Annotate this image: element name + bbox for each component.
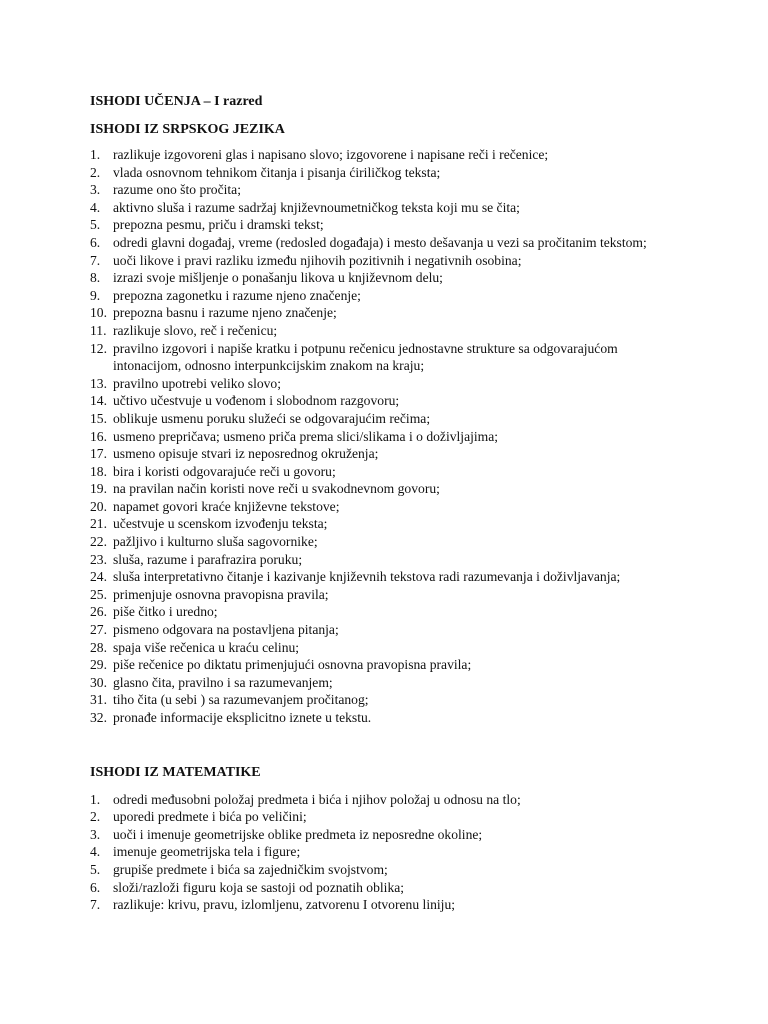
serbian-outcomes-list — [90, 146, 730, 727]
list-item — [90, 843, 730, 861]
item-number: 16. — [90, 428, 107, 444]
list-item — [90, 791, 730, 809]
list-item — [90, 340, 730, 375]
section-title-serbian: ISHODI IZ SRPSKOG JEZIKA — [90, 122, 285, 137]
item-text: usmeno opisuje stvari iz neposrednog okruženja; — [113, 446, 379, 462]
item-number: 18. — [90, 463, 107, 479]
item-number: 27. — [90, 622, 107, 638]
list-item — [90, 164, 730, 182]
item-text: sluša interpretativno čitanje i kazivanje književnih tekstova radi razumevanja i doživljavanja; — [113, 569, 621, 585]
item-text: sluša, razume i parafrazira poruku; — [113, 551, 303, 567]
list-item — [90, 322, 730, 340]
item-text: pravilno izgovori i napiše kratku i potpunu rečenicu jednostavne strukture sa odgovarajućom — [113, 340, 618, 356]
item-text: razlikuje slovo, reč i rečenicu; — [113, 322, 278, 338]
item-number: 7. — [90, 897, 101, 913]
item-number: 13. — [90, 375, 107, 391]
list-item — [90, 463, 730, 481]
list-item — [90, 216, 730, 234]
list-item — [90, 428, 730, 446]
item-text: pažljivo i kulturno sluša sagovornike; — [113, 534, 318, 550]
list-item — [90, 896, 730, 914]
list-item — [90, 691, 730, 709]
item-number: 5. — [90, 861, 101, 877]
item-text: izrazi svoje mišljenje o ponašanju likova u književnom delu; — [113, 270, 443, 286]
item-text: pravilno upotrebi veliko slovo; — [113, 375, 282, 391]
document-title: ISHODI UČENJA – I razred — [90, 94, 263, 109]
item-number: 25. — [90, 586, 107, 602]
item-number: 6. — [90, 879, 101, 895]
item-text: primenjuje osnovna pravopisna pravila; — [113, 586, 329, 602]
item-number: 15. — [90, 410, 107, 426]
item-text: glasno čita, pravilno i sa razumevanjem; — [113, 674, 333, 690]
list-item — [90, 480, 730, 498]
item-number: 2. — [90, 809, 101, 825]
item-number: 3. — [90, 182, 101, 198]
item-text: na pravilan način koristi nove reči u svakodnevnom govoru; — [113, 481, 440, 497]
list-item — [90, 656, 730, 674]
item-number: 4. — [90, 844, 101, 860]
item-text: vlada osnovnom tehnikom čitanja i pisanja ćiriličkog teksta; — [113, 164, 441, 180]
list-item — [90, 861, 730, 879]
item-text: prepozna zagonetku i razume njeno značenje; — [113, 287, 361, 303]
item-text: uporedi predmete i bića po veličini; — [113, 809, 307, 825]
item-number: 28. — [90, 639, 107, 655]
list-item — [90, 674, 730, 692]
item-number: 31. — [90, 692, 107, 708]
item-text: razume ono što pročita; — [113, 182, 241, 198]
list-item — [90, 533, 730, 551]
item-number: 9. — [90, 287, 101, 303]
item-text: spaja više rečenica u kraću celinu; — [113, 639, 300, 655]
item-text: bira i koristi odgovarajuće reči u govoru; — [113, 463, 336, 479]
item-number: 8. — [90, 270, 101, 286]
list-item — [90, 639, 730, 657]
item-number: 5. — [90, 217, 101, 233]
document-page — [90, 92, 730, 914]
list-item — [90, 621, 730, 639]
item-text: oblikuje usmenu poruku služeći se odgovarajućim rečima; — [113, 410, 431, 426]
item-text: odredi glavni događaj, vreme (redosled događaja) i mesto dešavanja u vezi sa pročitanim tekstom; — [113, 234, 647, 250]
item-text: tiho čita (u sebi ) sa razumevanjem pročitanog; — [113, 692, 369, 708]
list-item — [90, 551, 730, 569]
item-number: 32. — [90, 710, 107, 725]
list-item — [90, 234, 730, 252]
item-text: pronađe informacije eksplicitno iznete u tekstu. — [113, 710, 372, 725]
list-item — [90, 515, 730, 533]
item-number: 30. — [90, 674, 107, 690]
item-number: 1. — [90, 791, 101, 807]
list-item — [90, 410, 730, 428]
item-number: 14. — [90, 393, 107, 409]
list-item — [90, 498, 730, 516]
item-number: 10. — [90, 305, 107, 321]
list-item — [90, 269, 730, 287]
item-text: piše rečenice po diktatu primenjujući osnovna pravopisna pravila; — [113, 657, 472, 673]
item-text: učestvuje u scenskom izvođenju teksta; — [113, 516, 328, 532]
item-text: razlikuje izgovoreni glas i napisano slovo; izgovorene i napisane reči i rečenice; — [113, 147, 549, 162]
item-text: imenuje geometrijska tela i figure; — [113, 844, 301, 860]
math-outcomes-list — [90, 791, 730, 914]
item-text: intonacijom, odnosno interpunkcijskim znakom na kraju; — [113, 358, 425, 374]
item-number: 17. — [90, 446, 107, 462]
item-text: odredi međusobni položaj predmeta i bića i njihov položaj u odnosu na tlo; — [113, 791, 521, 807]
item-text: pismeno odgovara na postavljena pitanja; — [113, 622, 339, 638]
item-text: usmeno prepričava; usmeno priča prema slici/slikama i o doživljajima; — [113, 428, 499, 444]
item-text: uoči i imenuje geometrijske oblike predmeta iz neposredne okoline; — [113, 826, 483, 842]
item-number: 12. — [90, 340, 107, 356]
item-number: 11. — [90, 322, 107, 338]
item-number: 4. — [90, 199, 101, 215]
section-title-math: ISHODI IZ MATEMATIKE — [90, 764, 261, 780]
item-text: razlikuje: krivu, pravu, izlomljenu, zatvorenu I otvorenu liniju; — [113, 897, 456, 913]
list-item — [90, 568, 730, 586]
list-item — [90, 586, 730, 604]
list-item — [90, 709, 730, 727]
list-item — [90, 808, 730, 826]
list-item — [90, 445, 730, 463]
item-text: piše čitko i uredno; — [113, 604, 218, 620]
item-number: 6. — [90, 234, 101, 250]
list-item — [90, 375, 730, 393]
item-text: napamet govori kraće književne tekstove; — [113, 498, 340, 514]
item-number: 22. — [90, 534, 107, 550]
item-number: 21. — [90, 516, 107, 532]
list-item — [90, 199, 730, 217]
item-number: 26. — [90, 604, 107, 620]
list-item — [90, 287, 730, 305]
list-item — [90, 879, 730, 897]
list-item — [90, 252, 730, 270]
item-number: 3. — [90, 826, 101, 842]
item-number: 2. — [90, 164, 101, 180]
list-item — [90, 146, 730, 164]
list-item — [90, 826, 730, 844]
item-number: 19. — [90, 481, 107, 497]
item-number: 23. — [90, 551, 107, 567]
item-number: 7. — [90, 252, 101, 268]
list-item — [90, 392, 730, 410]
item-text: prepozna basnu i razume njeno značenje; — [113, 305, 337, 321]
item-number: 20. — [90, 498, 107, 514]
list-item — [90, 304, 730, 322]
item-number: 24. — [90, 569, 107, 585]
item-text: grupiše predmete i bića sa zajedničkim svojstvom; — [113, 861, 388, 877]
item-text: učtivo učestvuje u vođenom i slobodnom razgovoru; — [113, 393, 400, 409]
item-text: prepozna pesmu, priču i dramski tekst; — [113, 217, 324, 233]
item-text: složi/razloži figuru koja se sastoji od poznatih oblika; — [113, 879, 405, 895]
list-item — [90, 603, 730, 621]
item-number: 29. — [90, 657, 107, 673]
item-text: aktivno sluša i razume sadržaj književnoumetničkog teksta koji mu se čita; — [113, 199, 520, 215]
list-item — [90, 181, 730, 199]
item-number: 1. — [90, 147, 101, 162]
item-text: uoči likove i pravi razliku između njihovih pozitivnih i negativnih osobina; — [113, 252, 522, 268]
